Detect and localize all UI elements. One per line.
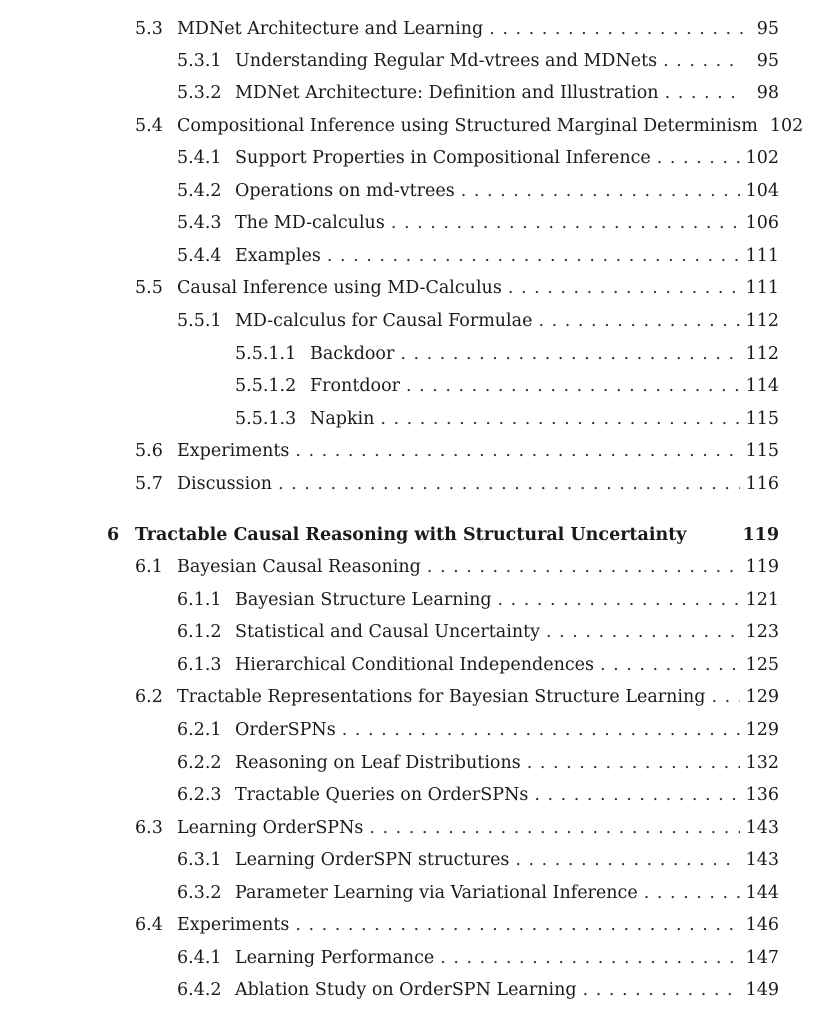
toc-entry-title: Frontdoor (310, 376, 400, 396)
toc-entry-number: 6.1 (135, 557, 163, 577)
toc-entry-number: 5.3.2 (177, 83, 222, 103)
toc-entry[interactable] (0, 471, 779, 497)
toc-entry-page-number: 111 (745, 246, 779, 266)
toc-dot-leader (461, 178, 740, 204)
toc-entry-title: Causal Inference using MD-Calculus (177, 278, 502, 298)
toc-entry-page-number: 116 (745, 474, 779, 494)
toc-entry-page-number: 121 (745, 590, 779, 610)
toc-dot-leader (665, 80, 743, 106)
toc-entry-title: Discussion (177, 474, 273, 494)
toc-entry-page-number: 129 (745, 687, 779, 707)
toc-entry-title: Statistical and Causal Uncertainty (235, 622, 541, 642)
toc-entry-title: Learning OrderSPN structures (235, 850, 510, 870)
toc-entry-number: 6.3 (135, 818, 163, 838)
toc-entry-page-number: 104 (745, 181, 779, 201)
toc-dot-leader (327, 243, 740, 269)
toc-entry-page-number: 98 (756, 83, 779, 103)
toc-entry[interactable] (0, 275, 779, 301)
toc-dot-leader (369, 815, 739, 841)
toc-entry[interactable] (0, 619, 779, 645)
toc-entry-title: Reasoning on Leaf Distributions (235, 753, 521, 773)
toc-entry[interactable] (0, 80, 779, 106)
toc-entry-page-number: 115 (745, 409, 779, 429)
toc-entry-page-number: 146 (745, 915, 779, 935)
toc-dot-leader (498, 587, 740, 613)
toc-entry-number: 5.5.1.2 (235, 376, 297, 396)
toc-entry[interactable] (0, 750, 779, 776)
toc-entry[interactable] (0, 912, 779, 938)
toc-entry-number: 5.5 (135, 278, 163, 298)
toc-entry[interactable] (0, 684, 779, 710)
toc-dot-leader (711, 684, 739, 710)
toc-dot-leader (278, 471, 740, 497)
toc-entry-page-number: 147 (745, 948, 779, 968)
toc-dot-leader (527, 750, 740, 776)
toc-entry-title: Compositional Inference using Structured Marginal Determinism (177, 116, 758, 136)
toc-dot-leader (380, 406, 739, 432)
toc-entry-number: 5.3 (135, 19, 163, 39)
toc-entry-title: Operations on md-vtrees (235, 181, 455, 201)
toc-entry[interactable] (0, 945, 779, 971)
toc-entry-page-number: 125 (745, 655, 779, 675)
toc-entry-number: 5.4.1 (177, 148, 222, 168)
toc-dot-leader (644, 880, 740, 906)
toc-entry-number: 6.4 (135, 915, 163, 935)
toc-entry-title: MDNet Architecture and Learning (177, 19, 484, 39)
toc-entry-title: MD-calculus for Causal Formulae (235, 311, 533, 331)
toc-entry-number: 5.5.1.1 (235, 344, 297, 364)
toc-entry-title: Understanding Regular Md-vtrees and MDNets (235, 51, 658, 71)
toc-entry-number: 6.2.2 (177, 753, 222, 773)
toc-entry-page-number: 119 (742, 525, 779, 545)
toc-entry-number: 5.4.4 (177, 246, 222, 266)
toc-dot-leader (295, 912, 739, 938)
toc-entry-number: 5.3.1 (177, 51, 222, 71)
toc-entry[interactable] (0, 145, 779, 171)
toc-entry-number: 6.2.1 (177, 720, 222, 740)
toc-dot-leader (546, 619, 740, 645)
toc-dot-leader (657, 145, 740, 171)
toc-entry-title: Examples (235, 246, 321, 266)
toc-entry-title: Experiments (177, 915, 290, 935)
toc-entry[interactable] (0, 406, 779, 432)
toc-dot-leader (515, 847, 739, 873)
toc-entry[interactable] (0, 178, 779, 204)
toc-entry[interactable] (0, 308, 779, 334)
toc-dot-leader (406, 373, 740, 399)
toc-entry-title: Learning Performance (235, 948, 435, 968)
toc-entry-number: 6.1.3 (177, 655, 222, 675)
toc-entry-number: 6.4.2 (177, 980, 222, 1000)
toc-entry-title: Hierarchical Conditional Independences (235, 655, 595, 675)
toc-entry[interactable] (0, 587, 779, 613)
toc-entry-title: The MD-calculus (235, 213, 385, 233)
toc-entry-title: Learning OrderSPNs (177, 818, 364, 838)
toc-entry[interactable] (0, 48, 779, 74)
toc-entry-number: 6.2.3 (177, 785, 222, 805)
toc-entry-title: Tractable Representations for Bayesian Structure Learning (177, 687, 706, 707)
toc-entry-page-number: 132 (745, 753, 779, 773)
toc-entry-number: 5.7 (135, 474, 163, 494)
toc-entry-page-number: 123 (745, 622, 779, 642)
toc-entry-page-number: 102 (745, 148, 779, 168)
toc-entry-page-number: 106 (745, 213, 779, 233)
toc-chapter-entry[interactable] (0, 522, 779, 548)
toc-entry-page-number: 112 (745, 311, 779, 331)
toc-entry-page-number: 95 (756, 51, 779, 71)
toc-entry-number: 6.1.2 (177, 622, 222, 642)
toc-entry-page-number: 119 (745, 557, 779, 577)
toc-entry-title: Support Properties in Compositional Inference (235, 148, 651, 168)
toc-entry[interactable] (0, 438, 779, 464)
toc-entry-title: Backdoor (310, 344, 395, 364)
toc-entry-number: 5.4.3 (177, 213, 222, 233)
toc-entry-title: Bayesian Causal Reasoning (177, 557, 421, 577)
toc-entry-page-number: 112 (745, 344, 779, 364)
toc-entry[interactable] (0, 113, 804, 139)
toc-entry-title: Ablation Study on OrderSPN Learning (235, 980, 577, 1000)
toc-entry-number: 6.3.2 (177, 883, 222, 903)
toc-entry-page-number: 129 (745, 720, 779, 740)
toc-entry-page-number: 95 (756, 19, 779, 39)
toc-entry[interactable] (0, 373, 779, 399)
toc-entry-page-number: 111 (745, 278, 779, 298)
toc-entry[interactable] (0, 554, 779, 580)
toc-dot-leader (440, 945, 739, 971)
toc-entry-title: Bayesian Structure Learning (235, 590, 492, 610)
toc-entry[interactable] (0, 341, 779, 367)
toc-entry-title: OrderSPNs (235, 720, 336, 740)
toc-entry-number: 5.4.2 (177, 181, 222, 201)
toc-entry-number: 6 (107, 525, 120, 545)
toc-dot-leader (538, 308, 739, 334)
toc-dot-leader (342, 717, 740, 743)
toc-entry[interactable] (0, 243, 779, 269)
toc-entry-page-number: 143 (745, 850, 779, 870)
toc-entry-page-number: 143 (745, 818, 779, 838)
toc-entry[interactable] (0, 847, 779, 873)
toc-entry[interactable] (0, 815, 779, 841)
toc-entry-page-number: 136 (745, 785, 779, 805)
toc-dot-leader (400, 341, 739, 367)
toc-dot-leader (508, 275, 740, 301)
toc-entry[interactable] (0, 880, 779, 906)
toc-entry-number: 5.5.1 (177, 311, 222, 331)
toc-entry[interactable] (0, 717, 779, 743)
toc-entry[interactable] (0, 977, 779, 1003)
toc-entry[interactable] (0, 210, 779, 236)
toc-dot-leader (427, 554, 740, 580)
toc-entry-title: Experiments (177, 441, 290, 461)
toc-entry-number: 6.1.1 (177, 590, 222, 610)
toc-entry-number: 5.4 (135, 116, 163, 136)
toc-entry-title: MDNet Architecture: Definition and Illustration (235, 83, 659, 103)
toc-entry-page-number: 115 (745, 441, 779, 461)
toc-entry[interactable] (0, 782, 779, 808)
toc-dot-leader (489, 16, 743, 42)
toc-entry-number: 6.3.1 (177, 850, 222, 870)
toc-entry-number: 5.6 (135, 441, 163, 461)
toc-entry-number: 6.2 (135, 687, 163, 707)
toc-entry-title: Tractable Queries on OrderSPNs (235, 785, 529, 805)
toc-entry-page-number: 144 (745, 883, 779, 903)
toc-dot-leader (583, 977, 740, 1003)
toc-entry-title: Parameter Learning via Variational Inference (235, 883, 638, 903)
toc-entry-page-number: 102 (769, 116, 804, 136)
toc-dot-leader (391, 210, 740, 236)
toc-entry-page-number: 114 (745, 376, 779, 396)
toc-entry-number: 5.5.1.3 (235, 409, 297, 429)
toc-entry-title: Napkin (310, 409, 375, 429)
toc-entry-title: Tractable Causal Reasoning with Structural Uncertainty (135, 525, 687, 545)
toc-entry[interactable] (0, 652, 779, 678)
toc-entry-page-number: 149 (745, 980, 779, 1000)
toc-dot-leader (295, 438, 739, 464)
toc-dot-leader (600, 652, 740, 678)
toc-dot-leader (663, 48, 743, 74)
toc-dot-leader (534, 782, 739, 808)
toc-entry-number: 6.4.1 (177, 948, 222, 968)
toc-entry[interactable] (0, 16, 779, 42)
